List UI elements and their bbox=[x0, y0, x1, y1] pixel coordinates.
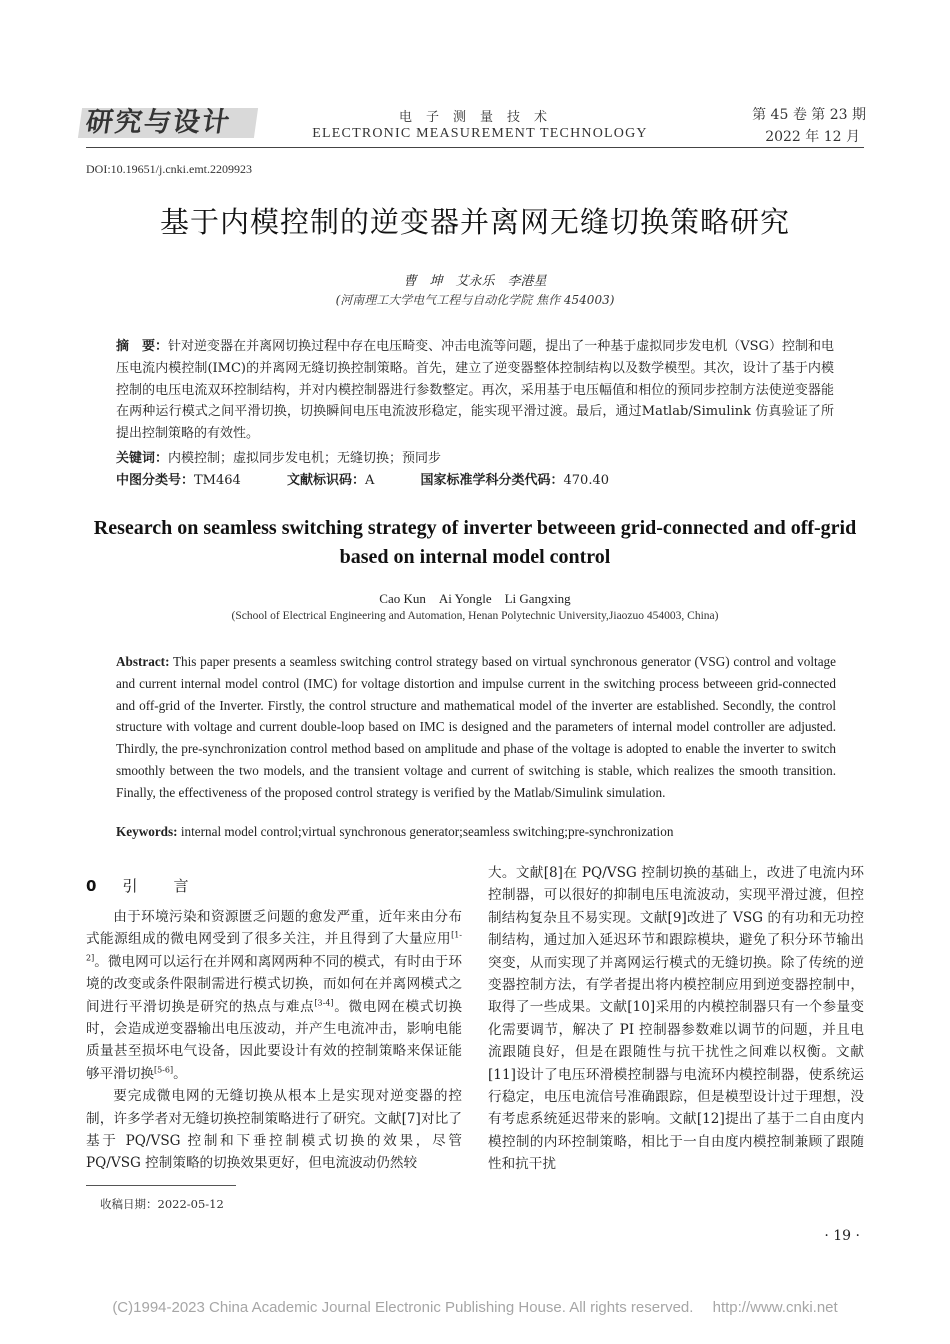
paragraph: 要完成微电网的无缝切换从根本上是实现对逆变器的控制，许多学者对无缝切换控制策略进行了研究。文献[7]对比了基于 PQ/VSG 控制和下垂控制模式切换的效果，尽管 PQ/VSG 控制策略的切换效果更好，但电流波动仍然较 bbox=[86, 1088, 462, 1172]
title-en: Research on seamless switching strategy of inverter betweeen grid-connected and off-grid based on internal model control bbox=[93, 517, 857, 568]
paragraph bbox=[86, 906, 462, 1085]
footnote-rule bbox=[86, 1185, 236, 1186]
section-number: 0 bbox=[86, 877, 97, 895]
issue-date: 2022 年 12 月 bbox=[765, 129, 860, 145]
doi[interactable]: DOI:10.19651/j.cnki.emt.2209923 bbox=[86, 162, 252, 176]
clc-label: 中图分类号： bbox=[116, 473, 195, 488]
citation[interactable]: [5-6] bbox=[153, 1065, 174, 1075]
text-run: 。微电网可以运行在并网和离网两种不同的模式，有时由于环境的改变或条件限制需进行模式切换，而如何在并离网模式之间进行平滑切换是研究的热点与难点 bbox=[86, 953, 462, 1015]
section-heading bbox=[86, 875, 224, 896]
std-code-value: 470.40 bbox=[563, 473, 610, 488]
std-code-label: 国家标准学科分类代码： bbox=[420, 473, 564, 488]
affiliation-cn: (河南理工大学电气工程与自动化学院 焦作 454003) bbox=[335, 293, 615, 307]
abstract-cn bbox=[116, 336, 834, 445]
keywords-cn-label: 关键词： bbox=[116, 451, 169, 466]
citation[interactable]: [1-2] bbox=[86, 930, 462, 963]
keywords-en-text: internal model control;virtual synchronous generator;seamless switching;pre-synchronization bbox=[180, 824, 674, 839]
classification-line bbox=[116, 469, 609, 488]
journal-name-en: ELECTRONIC MEASUREMENT TECHNOLOGY bbox=[312, 126, 648, 141]
text-run: 。微电网在模式切换时，会造成逆变器输出电压波动，并产生电流冲击，影响电能质量甚至损坏电气设备，因此要设计有效的控制策略来保证能够平滑切换 bbox=[86, 998, 463, 1082]
clc-value: TM464 bbox=[194, 473, 241, 488]
keywords-en-label: Keywords: bbox=[116, 824, 178, 839]
section-title: 引言 bbox=[122, 877, 225, 895]
abstract-cn-label: 摘 要： bbox=[116, 339, 169, 354]
copyright-watermark: (C)1994-2023 China Academic Journal Electronic Publishing House. All rights reserved. http://www.cnki.net bbox=[112, 1299, 838, 1316]
keywords-en bbox=[116, 824, 673, 840]
citation[interactable]: [3-4] bbox=[314, 998, 334, 1008]
keywords-cn-text: 内模控制；虚拟同步发电机；无缝切换；预同步 bbox=[168, 451, 442, 466]
authors-en: Cao Kun Ai Yongle Li Gangxing bbox=[379, 591, 571, 606]
abstract-en-text: This paper presents a seamless switching control strategy based on virtual synchronous generator (VSG) control and voltage and current internal model control (IMC) for voltage distortion and impulse current in the switching process betweeen grid-connected and off-grid of the Inverter. Firstly, the control structure and mathematical model of the inverter are established. Secondly, the control structure with voltage and current double-loop based on IMC is designed and the parameters of internal model controller are adjusted. Thirdly, the pre-synchronization control method based on amplitude and phase of the voltage is adopted to enable the inverter to switch smoothly between the two models, and the transient voltage and current of switching is stable, which realizes the smooth transition. Finally, the effectiveness of the proposed control strategy is verified by the Matlab/Simulink simulation. bbox=[116, 654, 836, 800]
abstract-cn-text: 针对逆变器在并离网切换过程中存在电压畸变、冲击电流等问题，提出了一种基于虚拟同步发电机（VSG）控制和电压电流内模控制(IMC)的并离网无缝切换控制策略。首先，建立了逆变器整体控制结构以及数学模型。其次，设计了基于内模控制的电压电流双环控制结构，并对内模控制器进行参数整定。再次，采用基于电压幅值和相位的预同步控制方法使逆变器能在两种运行模式之间平滑切换，切换瞬间电压电流波形稳定，能实现平滑过渡。最后，通过Matlab/Simulink 仿真验证了所提出控制策略的有效性。 bbox=[116, 339, 834, 442]
volume-issue: 第 45 卷 第 23 期 bbox=[752, 107, 866, 123]
section-logo: 研究与设计 bbox=[83, 100, 259, 146]
paragraph: 大。文献[8]在 PQ/VSG 控制切换的基础上，改进了电流内环控制器，可以很好的抑制电压电流波动，实现平滑过渡，但控制结构复杂且不易实现。文献[9]改进了 VSG 的有功和无功控制结构，通过加入延迟环节和跟踪模块，避免了积分环节输出突变，从而实现了并离网运行模式的无缝切换。除了传统的逆变器控制方法，有学者提出将内模控制应用到逆变器控制中，取得了一些成果。文献[10]采用的内模控制器只有一个参量变化需要调节，解决了 PI 控制器参数难以调节的问题，并且电流跟随良好，但是在跟随性与抗干扰性之间难以权衡。文献[11]设计了电压环滑模控制器与电流环内模控制器，使系统运行稳定，电压电流信号准确跟踪，但是模型设计过于理想，没有考虑系统延迟带来的影响。文献[12]提出了基于二自由度内模控制的内环控制策略，相比于一自由度内模控制兼顾了跟随性和抗干扰 bbox=[488, 865, 864, 1173]
doc-code-value: A bbox=[364, 473, 375, 488]
page-number: · 19 · bbox=[824, 1228, 860, 1244]
title-cn: 基于内模控制的逆变器并离网无缝切换策略研究 bbox=[159, 205, 790, 239]
affiliation-en: (School of Electrical Engineering and Automation, Henan Polytechnic University,Jiaozuo 454003, China) bbox=[231, 610, 719, 622]
body-column-right bbox=[488, 862, 864, 1176]
header-rule bbox=[86, 147, 864, 148]
text-run: 由于环境污染和资源匮乏问题的愈发严重，近年来由分布式能源组成的微电网受到了很多关注，并且得到了大量应用 bbox=[86, 909, 462, 948]
abstract-en-label: Abstract: bbox=[116, 654, 170, 669]
body-column-left bbox=[86, 906, 462, 1175]
received-date-footnote: 收稿日期：2022-05-12 bbox=[100, 1197, 224, 1211]
doc-code-label: 文献标识码： bbox=[286, 473, 365, 488]
keywords-cn bbox=[116, 447, 441, 466]
abstract-en bbox=[116, 651, 836, 804]
authors-cn: 曹 坤 艾永乐 李港星 bbox=[403, 274, 547, 289]
text-run: 。 bbox=[173, 1065, 187, 1082]
journal-name-cn: 电子测量技术 bbox=[398, 110, 561, 125]
